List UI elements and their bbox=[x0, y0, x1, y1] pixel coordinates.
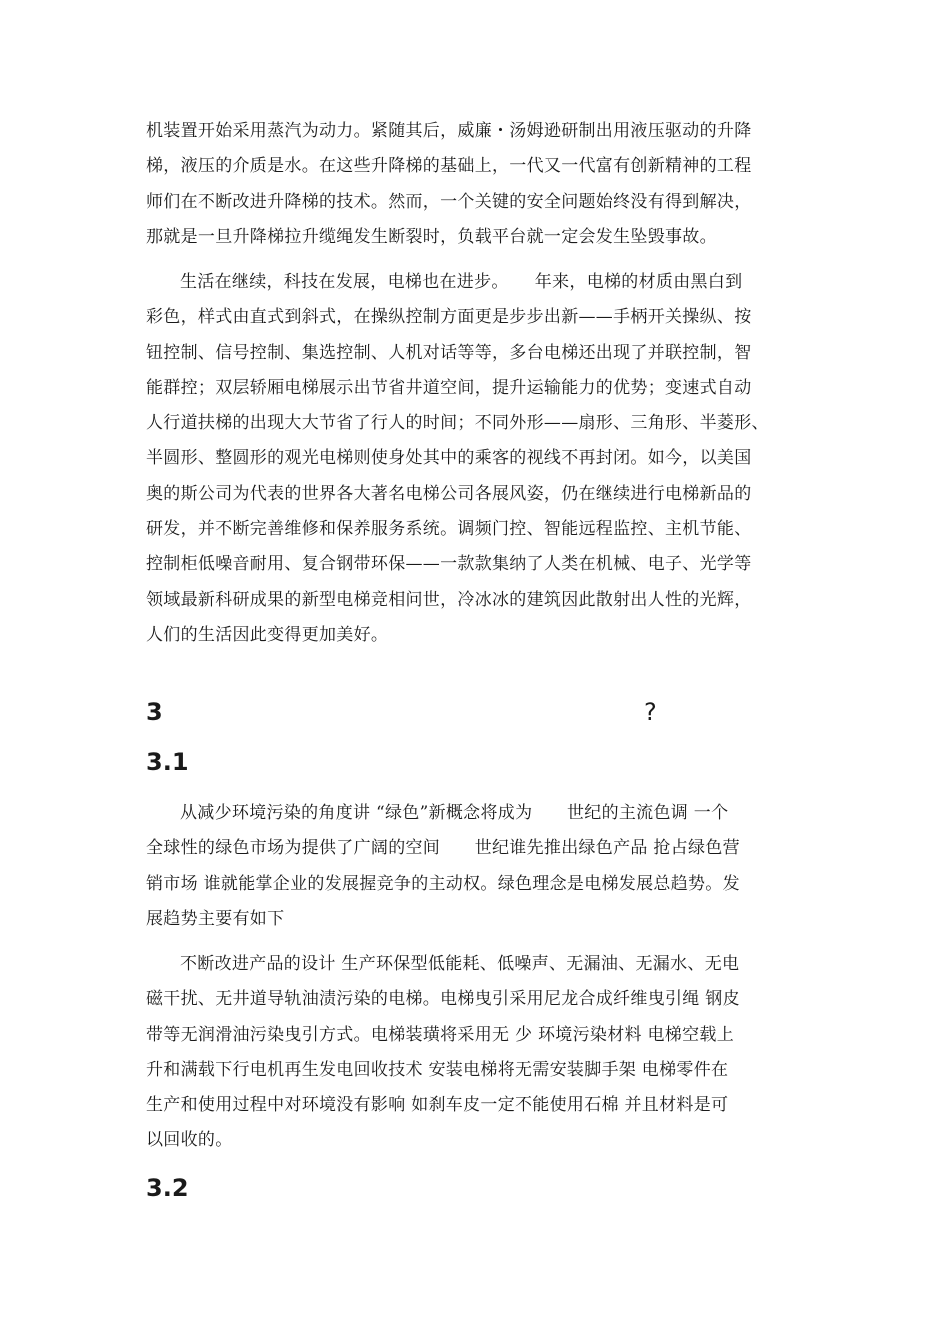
text-line: 带等无润滑油污染曳引方式。电梯装璜将采用无 少 环境污染材料 电梯空载上 bbox=[146, 1024, 735, 1045]
text-line: 领域最新科研成果的新型电梯竞相问世，冷冰冰的建筑因此散射出人性的光辉， bbox=[146, 589, 752, 610]
text-line: 人们的生活因此变得更加美好。 bbox=[146, 624, 389, 645]
text-line: 师们在不断改进升降梯的技术。然而，一个关键的安全问题始终没有得到解决， bbox=[146, 191, 752, 212]
text-line: 从减少环境污染的角度讲 “绿色”新概念将成为 世纪的主流色调 一个 bbox=[180, 803, 729, 823]
text-line: 控制柜低噪音耐用、复合钢带环保——一款款集纳了人类在机械、电子、光学等 bbox=[146, 554, 752, 575]
text-line: 彩色，样式由直式到斜式，在操纵控制方面更是步步出新——手柄开关操纵、按 bbox=[146, 307, 752, 328]
text-line: 机装置开始采用蒸汽为动力。紧随其后，威廉・汤姆逊研制出用液压驱动的升降 bbox=[146, 121, 752, 141]
text-line: 奥的斯公司为代表的世界各大著名电梯公司各展风姿，仍在继续进行电梯新品的 bbox=[146, 483, 752, 504]
text-line: 展趋势主要有如下 bbox=[146, 908, 285, 929]
text-line: 以回收的。 bbox=[146, 1130, 233, 1151]
paragraph-green-concept bbox=[146, 796, 806, 937]
section-heading-3: 3 bbox=[146, 698, 163, 726]
paragraph-eco-design bbox=[146, 947, 806, 1159]
text-line: 研发，并不断完善维修和保养服务系统。调频门控、智能远程监控、主机节能、 bbox=[146, 519, 752, 540]
text-line: 人行道扶梯的出现大大节省了行人的时间；不同外形——扇形、三角形、半菱形、 bbox=[146, 413, 769, 434]
text-line: 升和满载下行电机再生发电回收技术 安装电梯将无需安装脚手架 电梯零件在 bbox=[146, 1059, 729, 1080]
text-line: 全球性的绿色市场为提供了广阔的空间 世纪谁先推出绿色产品 抢占绿色营 bbox=[146, 838, 740, 859]
text-line: 能群控；双层轿厢电梯展示出节省井道空间，提升运输能力的优势；变速式自动 bbox=[146, 377, 752, 398]
section-heading-3-2: 3.2 bbox=[146, 1174, 189, 1202]
text-line: 那就是一旦升降梯拉升缆绳发生断裂时，负载平台就一定会发生坠毁事故。 bbox=[146, 226, 717, 247]
text-line: 半圆形、整圆形的观光电梯则使身处其中的乘客的视线不再封闭。如今，以美国 bbox=[146, 448, 752, 469]
text-line: 磁干扰、无井道导轨油渍污染的电梯。电梯曳引采用尼龙合成纤维曳引绳 钢皮 bbox=[146, 989, 740, 1010]
text-line: 生活在继续，科技在发展，电梯也在进步。 年来，电梯的材质由黑白到 bbox=[180, 272, 743, 292]
section-heading-3-1: 3.1 bbox=[146, 748, 189, 776]
text-line: 不断改进产品的设计 生产环保型低能耗、低噪声、无漏油、无漏水、无电 bbox=[180, 954, 740, 974]
paragraph-elevator-progress bbox=[146, 265, 806, 653]
text-line: 生产和使用过程中对环境没有影响 如刹车皮一定不能使用石棉 并且材料是可 bbox=[146, 1095, 729, 1116]
paragraph-steam-hydraulic bbox=[146, 114, 806, 255]
text-line: 销市场 谁就能掌企业的发展握竞争的主动权。绿色理念是电梯发展总趋势。发 bbox=[146, 873, 740, 894]
text-line: 梯，液压的介质是水。在这些升降梯的基础上，一代又一代富有创新精神的工程 bbox=[146, 156, 752, 177]
text-line: 钮控制、信号控制、集选控制、人机对话等等，多台电梯还出现了并联控制，智 bbox=[146, 342, 752, 363]
section-heading-3-question-mark: ? bbox=[644, 698, 657, 726]
